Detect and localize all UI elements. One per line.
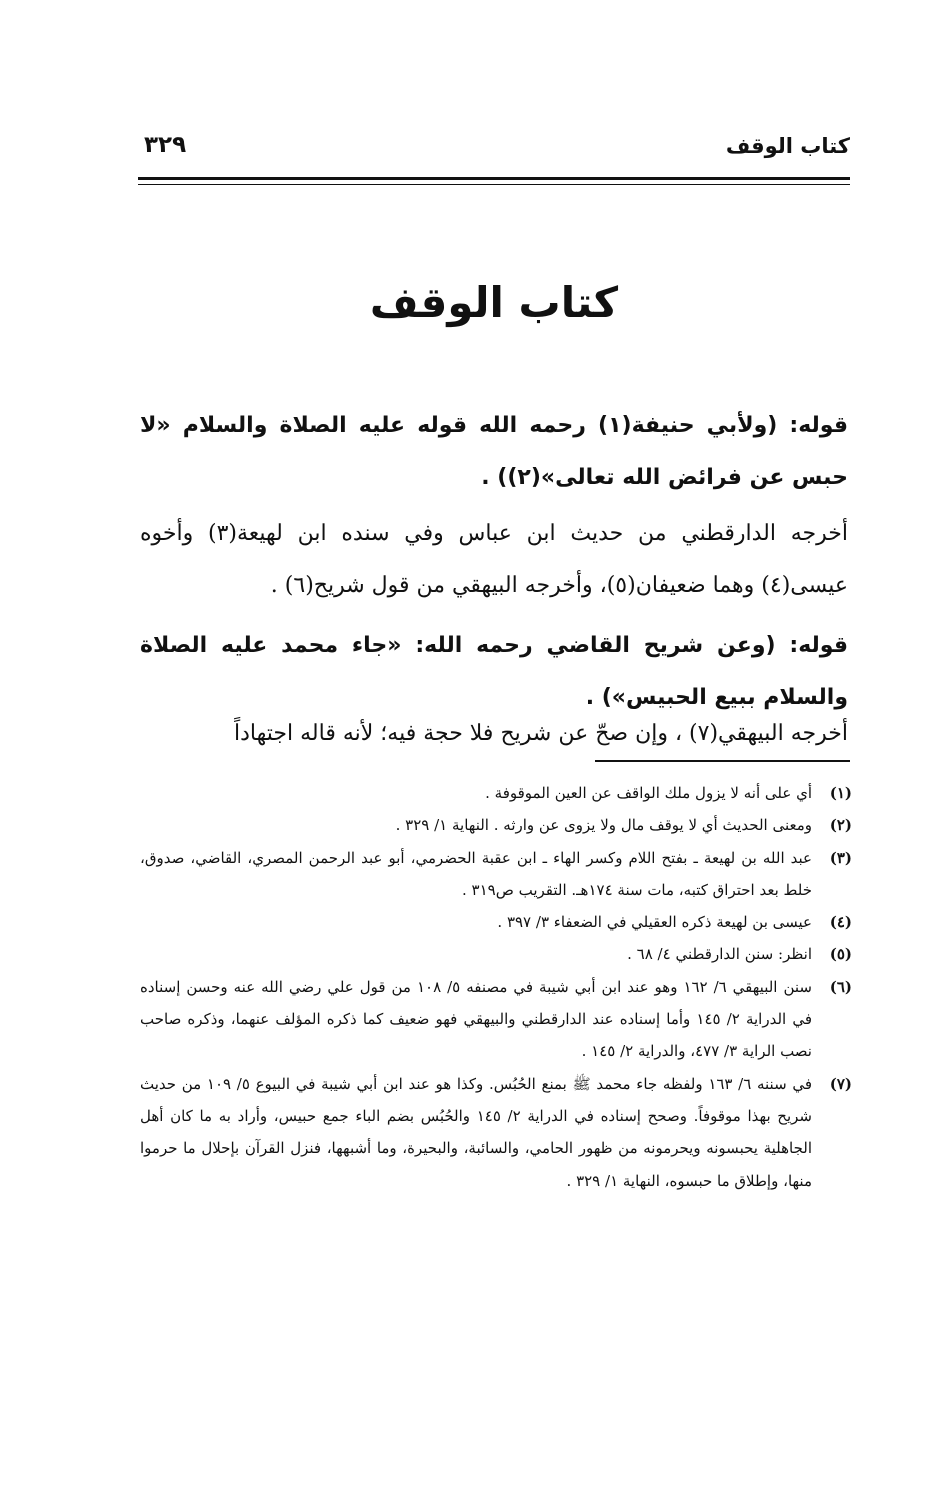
footnote-text: ومعنى الحديث أي لا يوقف مال ولا يزوى عن وارثه . النهاية ١/ ٣٢٩ . (395, 816, 812, 835)
header-rule-thin (138, 184, 850, 185)
commentary-paragraph-1 (140, 508, 848, 612)
footnote-text: انظر: سنن الدارقطني ٤/ ٦٨ . (627, 945, 812, 964)
footnote (140, 809, 852, 841)
footnote-number: (٧) (829, 1074, 852, 1093)
footnote-text: سنن البيهقي ٦/ ١٦٢ وهو عند ابن أبي شيبة في مصنفه ٥/ ١٠٨ من قول علي رضي الله عنه وحسن إسناده في الدراية ٢/ ١٤٥ وأما إسناده عند الدارقطني والبيهقي فهو ضعيف كما ذكره المؤلف عنهما، وذكره صاحب نصب الراية ٣/ ٤٧٧، والدراية ٢/ ١٤٥ . (140, 977, 812, 1061)
footnote-separator (595, 760, 850, 762)
footnote-text: أي على أنه لا يزول ملك الواقف عن العين الموقوفة . (485, 784, 812, 802)
footnote-number: (٢) (829, 816, 852, 835)
footnote-number: (٦) (829, 977, 852, 996)
footnote-text: في سننه ٦/ ١٦٣ ولفظه جاء محمد ﷺ بمنع الحُبُس. وكذا هو عند ابن أبي شيبة في البيوع ٥/ ١٠٩ من حديث شريح بهذا موقوفاً. وصحح إسناده في الدراية ٢/ ١٤٥ والحُبُس بضم الباء جمع حبيس، وأراد به ما كان أهل الجاهلية يحبسونه ويحرمونه من ظهور الحامي، والسائبة، والبحيرة، وما أشبهها، فنزل القرآن بإحلال ما حرموا منها، وإطلاق ما حبسوه، النهاية ١/ ٣٢٩ . (140, 1074, 813, 1190)
page-number: ٣٢٩ (144, 132, 187, 158)
footnote-number: (٥) (829, 945, 852, 964)
footnote (140, 1068, 852, 1197)
footnotes (140, 777, 852, 1197)
running-title: كتاب الوقف (725, 134, 850, 158)
footnote-number: (٤) (829, 913, 852, 932)
commentary-text-2: أخرجه البيهقي(٧) ، وإن صحّ عن شريح فلا حجة فيه؛ لأنه قاله اجتهاداً (234, 721, 848, 746)
commentary-text-1: أخرجه الدارقطني من حديث ابن عباس وفي سنده ابن لهيعة(٣) وأخوه عيسى(٤) وهما ضعيفان(٥)، وأخرجه البيهقي من قول شريح(٦) . (140, 521, 848, 598)
commentary-paragraph-2 (140, 708, 848, 760)
header-rule-thick (138, 177, 850, 180)
footnote-number: (١) (829, 784, 852, 802)
footnote-text: عيسى بن لهيعة ذكره العقيلي في الضعفاء ٣/ ٣٩٧ . (497, 913, 812, 932)
footnote (140, 938, 852, 970)
footnote-text: عبد الله بن لهيعة ـ بفتح اللام وكسر الهاء ـ ابن عقبة الحضرمي، أبو عبد الرحمن المصري، القاضي، صدوق، خلط بعد احتراق كتبه، مات سنة ١٧٤هـ. التقريب ص٣١٩ . (140, 848, 812, 899)
chapter-title: كتاب الوقف (369, 278, 619, 327)
quote-text-2: قوله: (وعن شريح القاضي رحمه الله: «جاء محمد عليه الصلاة والسلام ببيع الحبيس») . (140, 633, 848, 710)
footnote (140, 842, 852, 907)
footnote-number: (٣) (829, 848, 852, 867)
footnote (140, 777, 852, 809)
footnote (140, 971, 852, 1068)
footnote (140, 906, 852, 938)
quote-text-1: قوله: (ولأبي حنيفة(١) رحمه الله قوله عليه الصلاة والسلام «لا حبس عن فرائض الله تعالى»(٢)) . (140, 413, 849, 490)
running-header (138, 130, 850, 170)
quote-paragraph-1 (140, 400, 848, 504)
